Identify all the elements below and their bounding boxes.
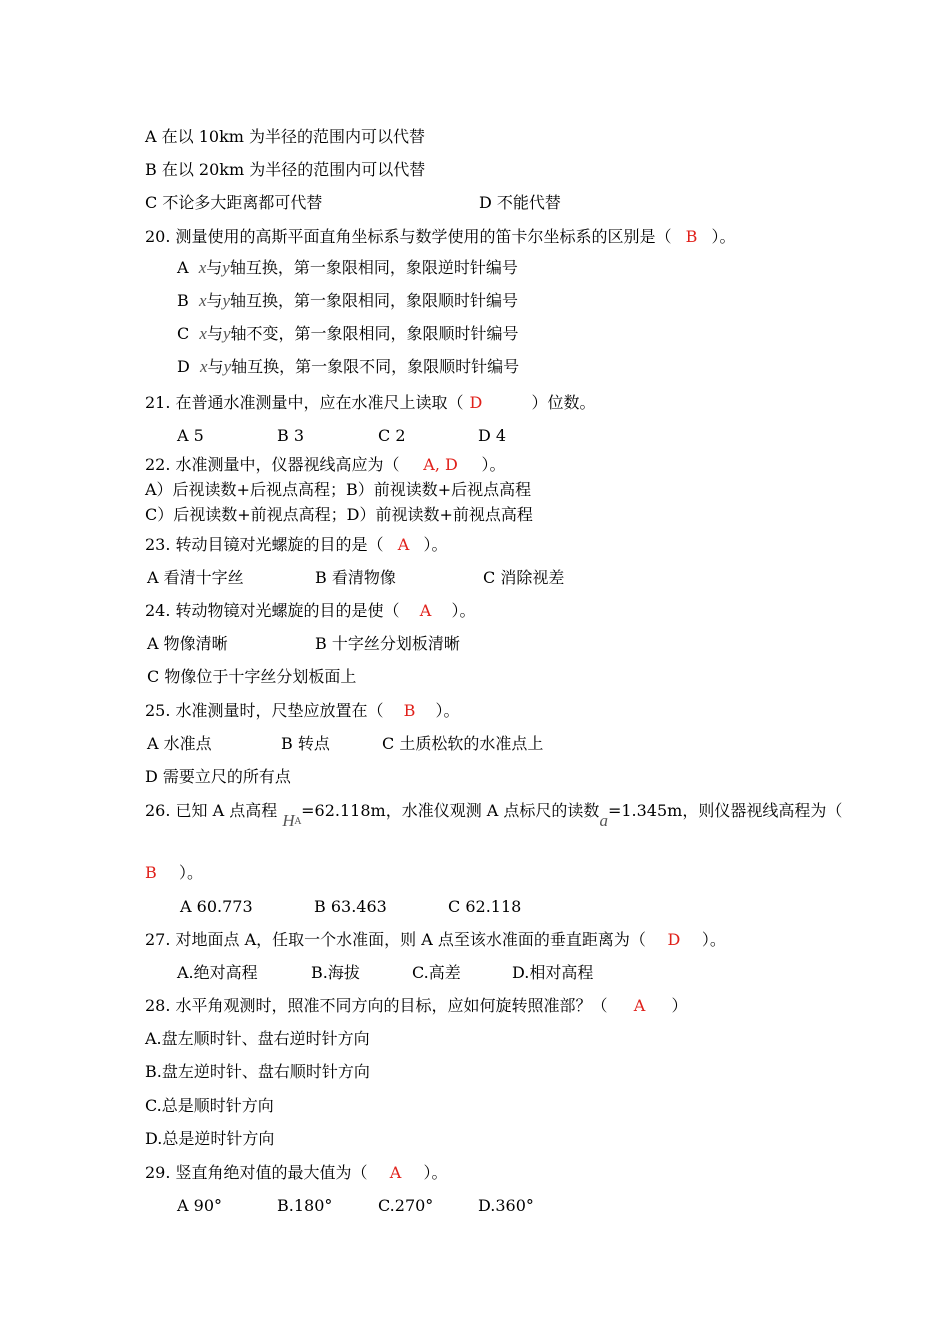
q20-stem	[145, 227, 736, 247]
q27-stem-post: ）。	[701, 930, 726, 949]
q28-stem-post: ）	[671, 996, 688, 1015]
q27-option-d: D.相对高程	[512, 963, 594, 982]
q20-option-b-text: 轴互换，第一象限相同，象限顺时针编号	[230, 291, 519, 310]
q29-answer: A	[389, 1163, 402, 1182]
q26-stem-part-1: 26. 已知 A 点高程	[145, 801, 278, 820]
q22-stem-pre: 22. 水准测量中，仪器视线高应为（	[145, 455, 400, 474]
q28-option-b: B.盘左逆时针、盘右顺时针方向	[145, 1062, 370, 1081]
q19-option-c: C 不论多大距离都可代替	[145, 193, 323, 212]
q29-option-a: A 90°	[177, 1196, 222, 1215]
conj: 与	[206, 258, 223, 277]
q29-option-d: D.360°	[478, 1196, 534, 1215]
var-y: y	[222, 324, 231, 343]
q22-stem	[145, 455, 506, 475]
q20-option-a-text: 轴互换，第一象限相同，象限逆时针编号	[229, 258, 518, 277]
q26-stem	[145, 801, 843, 830]
conj: 与	[206, 291, 223, 310]
q20-option-d	[177, 357, 519, 377]
var-y: y	[223, 357, 232, 376]
q22-line-1: A）后视读数+后视点高程；B）前视读数+后视点高程	[145, 480, 532, 499]
q26-option-b: B 63.463	[314, 897, 387, 916]
q25-stem-post: ）。	[435, 701, 460, 720]
q27-option-c: C.高差	[412, 963, 461, 982]
q20-option-c-label: C	[177, 324, 190, 343]
q21-option-d: D 4	[478, 426, 507, 445]
q21-option-a: A 5	[177, 426, 204, 445]
q21-stem	[145, 393, 596, 413]
q20-option-d-label: D	[177, 357, 190, 376]
q24-option-a: A 物像清晰	[147, 634, 228, 653]
var-a: a	[599, 811, 608, 830]
q20-option-a-label: A	[177, 258, 189, 277]
q22-stem-post: ）。	[481, 455, 506, 474]
q26-option-c: C 62.118	[448, 897, 522, 916]
q23-stem-pre: 23. 转动目镜对光螺旋的目的是（	[145, 535, 384, 554]
q26-stem-post: ）。	[179, 863, 204, 882]
q25-stem-pre: 25. 水准测量时，尺垫应放置在（	[145, 701, 384, 720]
q27-answer: D	[667, 930, 681, 949]
q25-option-c: C 土质松软的水准点上	[382, 734, 544, 753]
q24-stem	[145, 601, 476, 621]
var-x: x	[200, 357, 208, 376]
q28-option-c: C.总是顺时针方向	[145, 1096, 274, 1115]
q23-option-c: C 消除视差	[483, 568, 565, 587]
q21-answer: D	[469, 393, 483, 412]
q29-option-c: C.270°	[378, 1196, 434, 1215]
q20-option-c-text: 轴不变，第一象限相同，象限顺时针编号	[230, 324, 519, 343]
q21-stem-pre: 21. 在普通水准测量中，应在水准尺上读取（	[145, 393, 464, 412]
q26-stem-part-2: =62.118m，水准仪观测 A 点标尺的读数	[301, 801, 600, 820]
var-H: H	[282, 811, 295, 830]
q25-option-b: B 转点	[281, 734, 330, 753]
q27-option-a: A.绝对高程	[177, 963, 258, 982]
var-x: x	[198, 291, 207, 310]
q21-option-b: B 3	[277, 426, 305, 445]
q20-option-c	[177, 324, 519, 344]
q28-option-a: A.盘左顺时针、盘右逆时针方向	[145, 1029, 370, 1048]
q20-option-d-text: 轴互换，第一象限不同，象限顺时针编号	[231, 357, 520, 376]
q24-option-b: B 十字丝分划板清晰	[315, 634, 460, 653]
q27-stem-pre: 27. 对地面点 A，任取一个水准面，则 A 点至该水准面的垂直距离为（	[145, 930, 646, 949]
q20-stem-post: ）。	[711, 227, 736, 246]
q29-option-b: B.180°	[277, 1196, 333, 1215]
q27-stem	[145, 930, 726, 950]
q24-answer: A	[419, 601, 432, 620]
q23-answer: A	[397, 535, 410, 554]
q19-option-b: B 在以 20km 为半径的范围内可以代替	[145, 160, 426, 179]
q21-stem-post: ）位数。	[531, 393, 596, 412]
q25-option-a: A 水准点	[147, 734, 212, 753]
var-x: x	[199, 324, 207, 343]
q19-option-a: A 在以 10km 为半径的范围内可以代替	[145, 127, 426, 146]
q20-option-b	[177, 291, 518, 311]
q20-stem-pre: 20. 测量使用的高斯平面直角坐标系与数学使用的笛卡尔坐标系的区别是（	[145, 227, 672, 246]
q23-option-b: B 看清物像	[315, 568, 396, 587]
q23-stem-post: ）。	[423, 535, 448, 554]
q28-stem	[145, 996, 688, 1016]
q19-option-d: D 不能代替	[479, 193, 561, 212]
q24-stem-pre: 24. 转动物镜对光螺旋的目的是使（	[145, 601, 400, 620]
q26-option-a: A 60.773	[180, 897, 253, 916]
q26-stem-part-3: =1.345m，则仪器视线高程为（	[607, 801, 843, 820]
subscript-A: A	[294, 817, 302, 827]
conj: 与	[206, 324, 223, 343]
q24-stem-post: ）。	[451, 601, 476, 620]
q26-answer: B	[145, 863, 157, 882]
q25-answer: B	[403, 701, 416, 720]
q29-stem-pre: 29. 竖直角绝对值的最大值为（	[145, 1163, 368, 1182]
q27-option-b: B.海拔	[311, 963, 360, 982]
q22-line-2: C）后视读数+前视点高程；D）前视读数+前视点高程	[145, 505, 533, 524]
var-y: y	[222, 291, 231, 310]
q28-answer: A	[633, 996, 646, 1015]
q20-option-a	[177, 258, 518, 278]
q20-answer: B	[685, 227, 698, 246]
var-y: y	[222, 258, 230, 277]
q25-option-d: D 需要立尺的所有点	[145, 767, 291, 786]
var-x: x	[198, 258, 207, 277]
q20-option-b-label: B	[177, 291, 189, 310]
q23-option-a: A 看清十字丝	[147, 568, 244, 587]
q28-stem-pre: 28. 水平角观测时，照准不同方向的目标，应如何旋转照准部？（	[145, 996, 608, 1015]
q29-stem	[145, 1163, 448, 1183]
q26-answer-line	[145, 863, 203, 883]
q28-option-d: D.总是逆时针方向	[145, 1129, 275, 1148]
q22-answer: A, D	[423, 455, 458, 474]
q24-option-c: C 物像位于十字丝分划板面上	[147, 667, 357, 686]
q23-stem	[145, 535, 448, 555]
conj: 与	[207, 357, 224, 376]
q29-stem-post: ）。	[423, 1163, 448, 1182]
q25-stem	[145, 701, 460, 721]
q21-option-c: C 2	[378, 426, 406, 445]
